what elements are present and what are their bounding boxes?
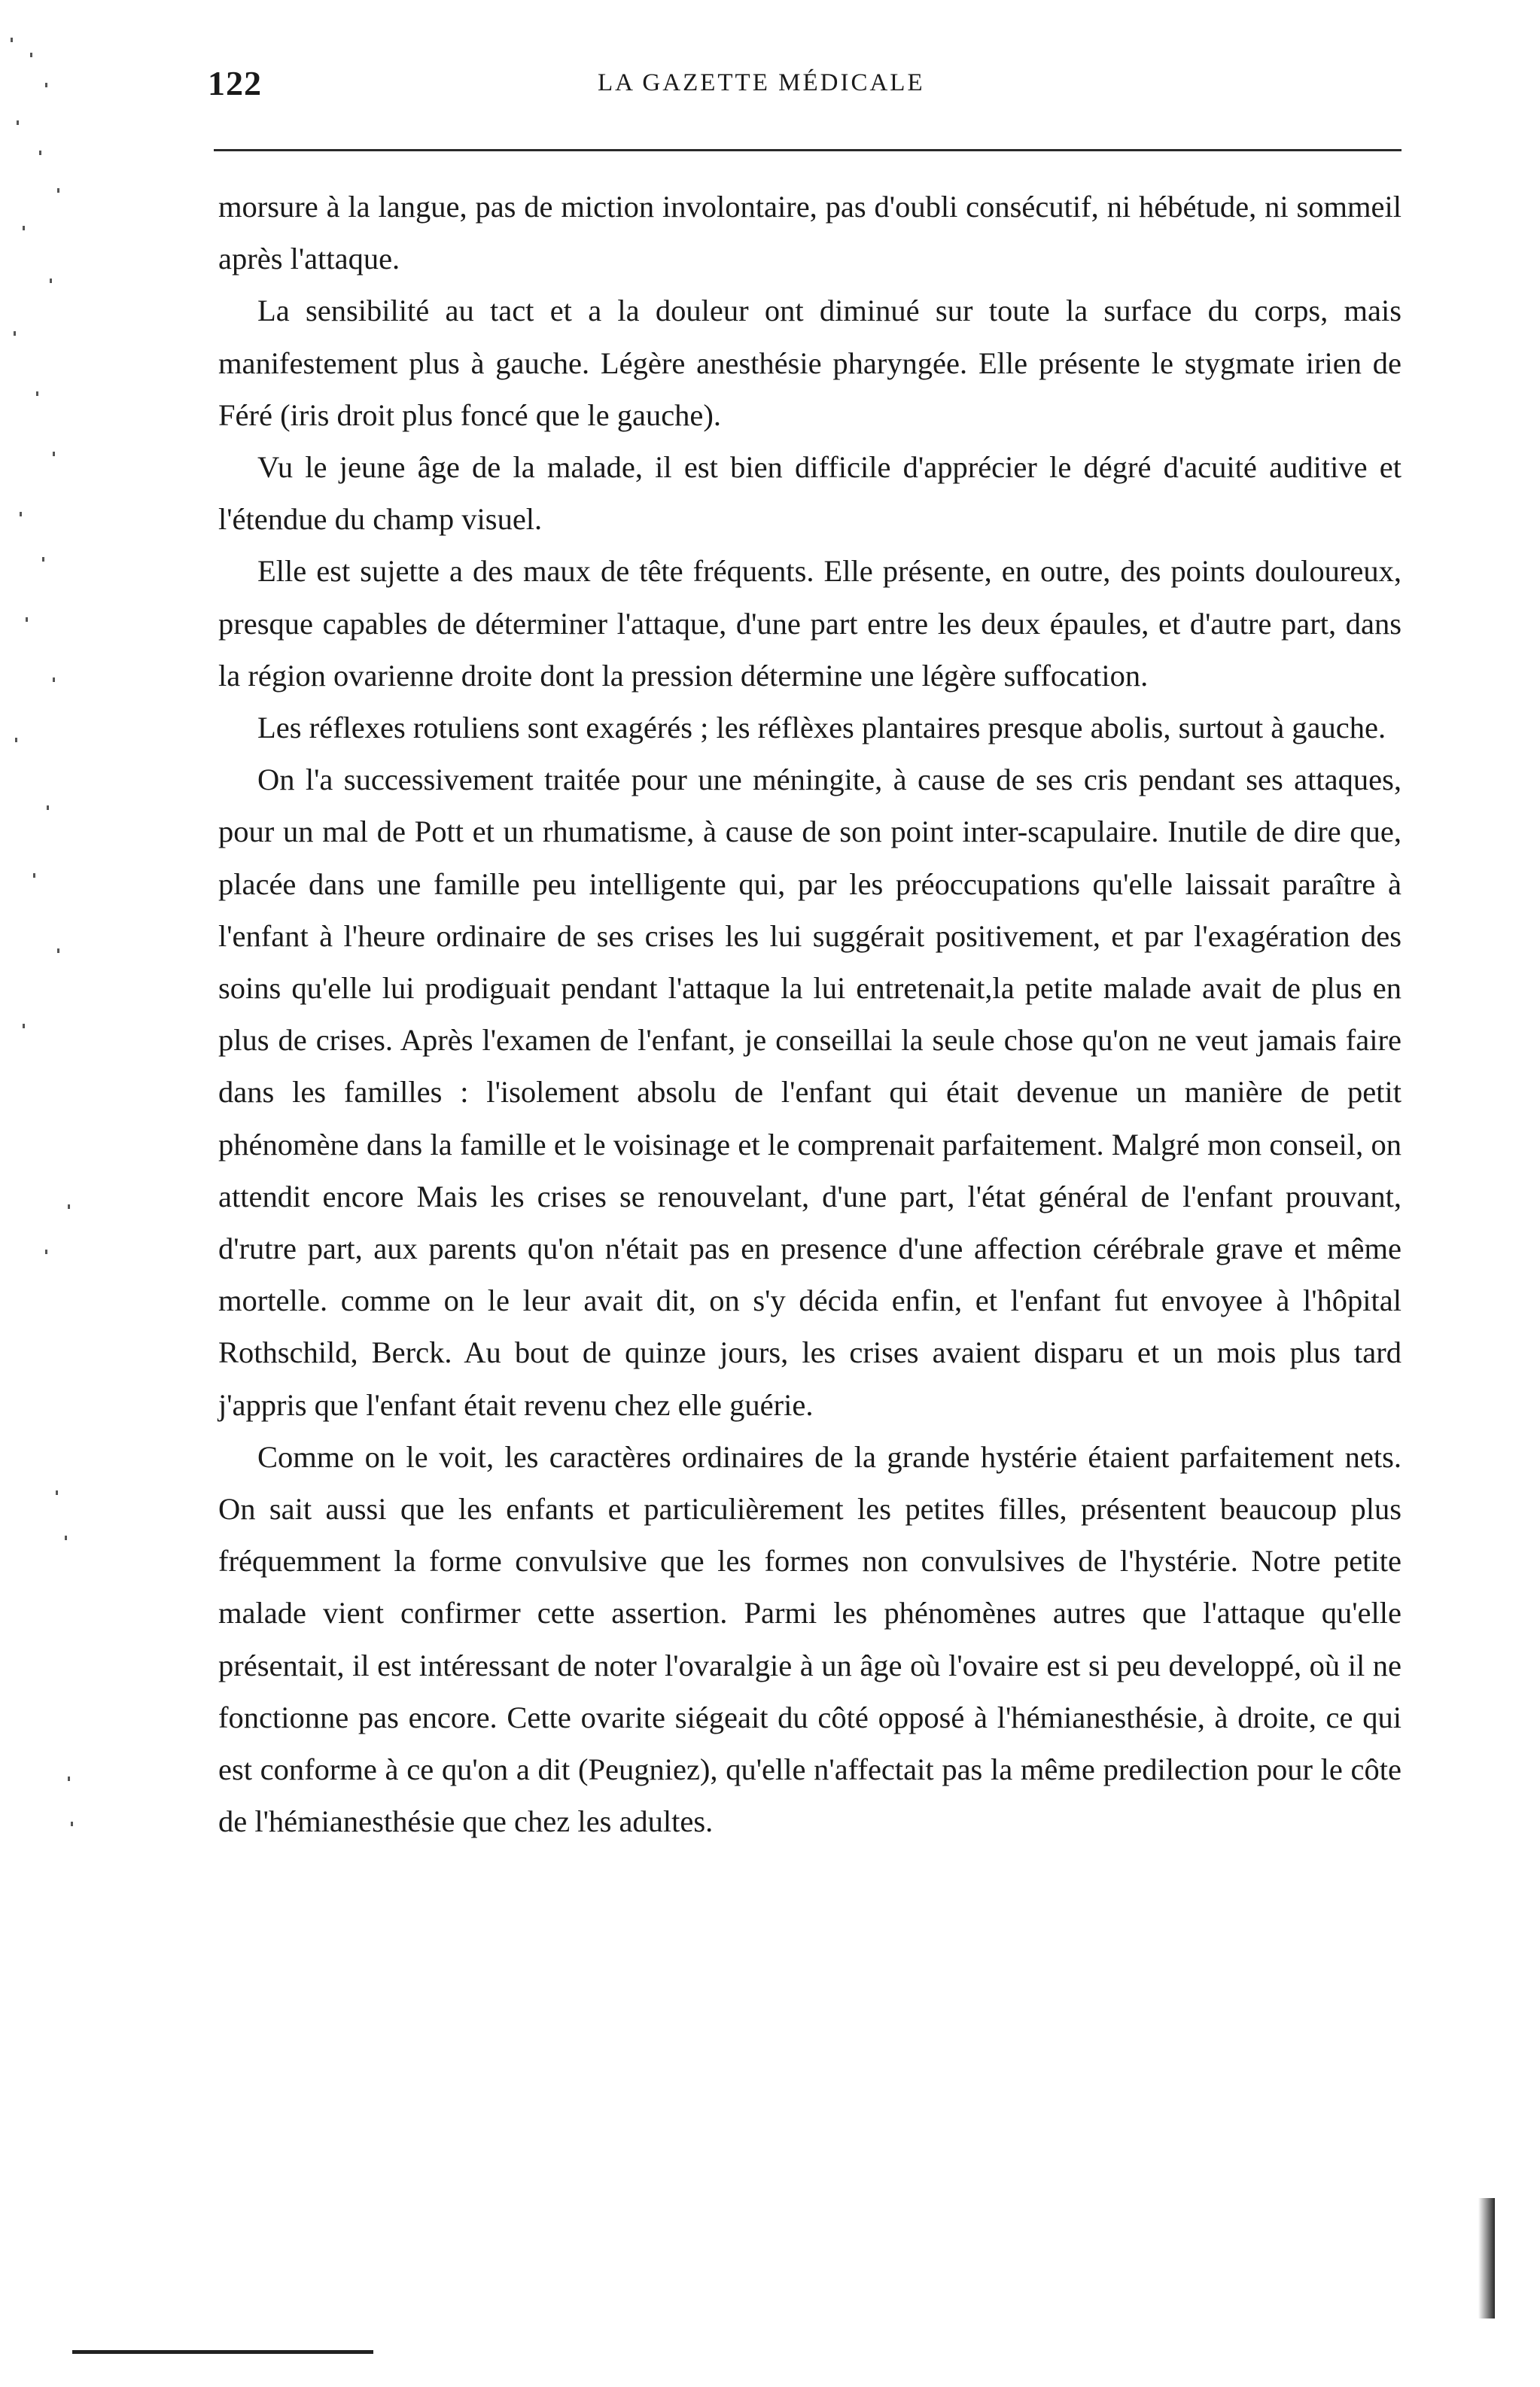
margin-specks [0, 30, 90, 1912]
paragraph: Les réflexes rotuliens sont exagérés ; les réflèxes plantaires presque abolis, surtout à gauche. [257, 711, 1386, 745]
header-rule [214, 149, 1402, 151]
page-header [208, 63, 1405, 108]
paragraph: Elle est sujette a des maux de tête fréquents. Elle présente, en outre, des points douloureux, presque capables de déterminer l'attaque, d'une part entre les deux épaules, et d'autre part, dans la région ovarienne droite dont la pression détermine une légère suffocation. [218, 554, 1402, 693]
body-text [218, 181, 1402, 1848]
running-title: LA GAZETTE MÉDICALE [598, 69, 925, 96]
paragraph: Comme on le voit, les caractères ordinaires de la grande hystérie étaient parfaitement nets. On sait aussi que les enfants et particulièrement les petites filles, présentent beaucoup plus fréquemment la forme convulsive que les formes non convulsives de l'hystérie. Notre petite malade vient confirmer cette assertion. Parmi les phénomènes autres que l'attaque qu'elle présentait, il est intéressant de noter l'ovaralgie à un âge où l'ovaire est si peu developpé, où il ne fonctionne pas encore. Cette ovarite siégeait du côté opposé à l'hémianesthésie, à droite, ce qui est conforme à ce qu'on a dit (Peugniez), qu'elle n'affectait pas la même predilection pour le côte de l'hémianesthésie que chez les adultes. [218, 1439, 1402, 1839]
paragraph: Vu le jeune âge de la malade, il est bien difficile d'apprécier le dégré d'acuité auditive et l'étendue du champ visuel. [218, 450, 1402, 537]
bottom-scan-line [72, 2350, 373, 2354]
paragraph: morsure à la langue, pas de miction involontaire, pas d'oubli consécutif, ni hébétude, ni sommeil après l'attaque. [218, 190, 1402, 276]
page-number: 122 [208, 64, 262, 102]
paragraph: On l'a successivement traitée pour une méningite, à cause de ses cris pendant ses attaques, pour un mal de Pott et un rhumatisme, à cause de son point inter-scapulaire. Inutile de dire que, placée dans une famille peu intelligente qui, par les préoccupations qu'elle laissait paraître à l'enfant à l'heure ordinaire de ses crises les lui suggérait positivement, et par l'exagération des soins qu'elle lui prodiguait pendant l'attaque la lui entretenait,la petite malade avait de plus en plus de crises. Après l'examen de l'enfant, je conseillai la seule chose qu'on ne veut jamais faire dans les familles : l'isolement absolu de l'enfant qui était devenue un manière de petit phénomène dans la famille et le voisinage et le comprenait parfaitement. Malgré mon conseil, on attendit encore Mais les crises se renouvelant, d'une part, l'état général de l'enfant prouvant, d'rutre part, aux parents qu'on n'était pas en presence d'une affection cérébrale grave et même mortelle. comme on le leur avait dit, on s'y décida enfin, et l'enfant fut envoyee à l'hôpital Rothschild, Berck. Au bout de quinze jours, les crises avaient disparu et un mois plus tard j'appris que l'enfant était revenu chez elle guérie. [218, 763, 1402, 1422]
paragraph: La sensibilité au tact et a la douleur ont diminué sur toute la surface du corps, mais manifestement plus à gauche. Légère anesthésie pharyngée. Elle présente le stygmate irien de Féré (iris droit plus foncé que le gauche). [218, 294, 1402, 432]
page-edge-shadow [1478, 2198, 1495, 2318]
